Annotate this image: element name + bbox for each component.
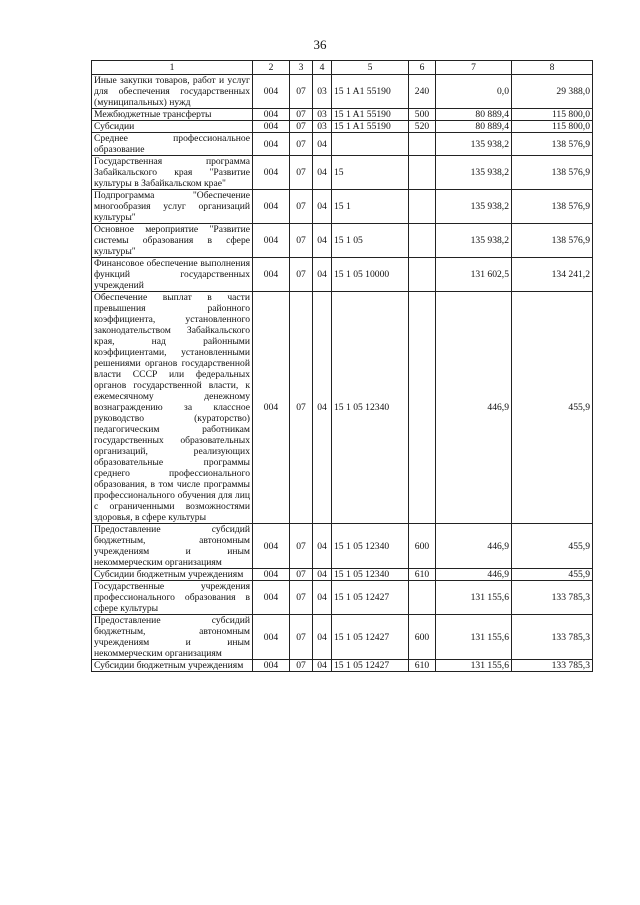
table-row	[92, 190, 593, 224]
target-article-code: 15 1 05 12427	[332, 615, 409, 660]
amount-year-1: 135 938,2	[436, 190, 512, 224]
amount-year-2: 134 241,2	[512, 258, 593, 292]
subsection-code: 03	[313, 121, 332, 133]
column-header: 2	[253, 61, 290, 75]
expense-type-code: 610	[409, 660, 436, 672]
table-row	[92, 258, 593, 292]
table-row	[92, 524, 593, 569]
ministry-code: 004	[253, 121, 290, 133]
amount-year-1: 131 155,6	[436, 581, 512, 615]
amount-year-1: 135 938,2	[436, 224, 512, 258]
amount-year-1: 131 155,6	[436, 615, 512, 660]
row-name: Предоставление субсидий бюджетным, автономным учреждениям и иным некоммерческим организациям	[92, 524, 253, 569]
section-code: 07	[290, 109, 313, 121]
column-header: 5	[332, 61, 409, 75]
amount-year-1: 446,9	[436, 292, 512, 524]
subsection-code: 04	[313, 156, 332, 190]
expense-type-code	[409, 258, 436, 292]
table-row	[92, 224, 593, 258]
amount-year-1: 131 155,6	[436, 660, 512, 672]
expense-type-code: 610	[409, 569, 436, 581]
amount-year-2: 138 576,9	[512, 156, 593, 190]
subsection-code: 04	[313, 660, 332, 672]
page-number: 36	[313, 37, 327, 52]
target-article-code	[332, 133, 409, 156]
table-row	[92, 156, 593, 190]
target-article-code: 15 1 A1 55190	[332, 109, 409, 121]
row-name: Подпрограмма "Обеспечение многообразия услуг организаций культуры"	[92, 190, 253, 224]
amount-year-2: 455,9	[512, 524, 593, 569]
table-body	[92, 75, 593, 672]
ministry-code: 004	[253, 292, 290, 524]
subsection-code: 04	[313, 224, 332, 258]
amount-year-2: 133 785,3	[512, 660, 593, 672]
ministry-code: 004	[253, 156, 290, 190]
expense-type-code: 240	[409, 75, 436, 109]
subsection-code: 04	[313, 569, 332, 581]
section-code: 07	[290, 224, 313, 258]
expense-type-code	[409, 133, 436, 156]
section-code: 07	[290, 581, 313, 615]
amount-year-1: 135 938,2	[436, 133, 512, 156]
section-code: 07	[290, 292, 313, 524]
row-name: Финансовое обеспечение выполнения функций государственных учреждений	[92, 258, 253, 292]
column-header: 1	[92, 61, 253, 75]
ministry-code: 004	[253, 569, 290, 581]
row-name: Предоставление субсидий бюджетным, автономным учреждениям и иным некоммерческим организациям	[92, 615, 253, 660]
section-code: 07	[290, 75, 313, 109]
target-article-code: 15 1 05 12340	[332, 569, 409, 581]
amount-year-2: 133 785,3	[512, 581, 593, 615]
target-article-code: 15	[332, 156, 409, 190]
target-article-code: 15 1 05 12427	[332, 581, 409, 615]
table-header-row	[92, 61, 593, 75]
target-article-code: 15 1 05 10000	[332, 258, 409, 292]
table-row	[92, 615, 593, 660]
table-row	[92, 133, 593, 156]
ministry-code: 004	[253, 524, 290, 569]
target-article-code: 15 1 A1 55190	[332, 75, 409, 109]
budget-table	[91, 60, 593, 672]
amount-year-1: 131 602,5	[436, 258, 512, 292]
expense-type-code	[409, 156, 436, 190]
subsection-code: 04	[313, 581, 332, 615]
expense-type-code: 500	[409, 109, 436, 121]
section-code: 07	[290, 569, 313, 581]
amount-year-2: 29 388,0	[512, 75, 593, 109]
row-name: Иные закупки товаров, работ и услуг для обеспечения государственных (муниципальных) нужд	[92, 75, 253, 109]
row-name: Субсидии	[92, 121, 253, 133]
section-code: 07	[290, 524, 313, 569]
expense-type-code: 520	[409, 121, 436, 133]
table-row	[92, 121, 593, 133]
amount-year-2: 455,9	[512, 292, 593, 524]
section-code: 07	[290, 615, 313, 660]
row-name: Обеспечение выплат в части превышения районного коэффициента, установленного законодательством Забайкальского края, над районными коэффициентами, установленными решениями органов государственной власти СССР или федеральных органов государственной власти, к ежемесячному денежному вознаграждению за классное руководство (кураторство) педагогическим работникам государственных образовательных организаций, реализующих образовательные программы среднего профессионального образования, в том числе программы профессионального обучения для лиц с ограниченными возможностями здоровья, в сфере культуры	[92, 292, 253, 524]
expense-type-code	[409, 224, 436, 258]
section-code: 07	[290, 190, 313, 224]
amount-year-1: 446,9	[436, 524, 512, 569]
row-name: Основное мероприятие "Развитие системы образования в сфере культуры"	[92, 224, 253, 258]
amount-year-2: 133 785,3	[512, 615, 593, 660]
ministry-code: 004	[253, 224, 290, 258]
section-code: 07	[290, 156, 313, 190]
subsection-code: 04	[313, 133, 332, 156]
amount-year-2: 138 576,9	[512, 190, 593, 224]
amount-year-1: 80 889,4	[436, 109, 512, 121]
column-header: 4	[313, 61, 332, 75]
ministry-code: 004	[253, 109, 290, 121]
subsection-code: 04	[313, 258, 332, 292]
ministry-code: 004	[253, 133, 290, 156]
amount-year-2: 138 576,9	[512, 224, 593, 258]
amount-year-2: 115 800,0	[512, 109, 593, 121]
section-code: 07	[290, 258, 313, 292]
target-article-code: 15 1 A1 55190	[332, 121, 409, 133]
target-article-code: 15 1 05 12427	[332, 660, 409, 672]
subsection-code: 03	[313, 75, 332, 109]
expense-type-code	[409, 292, 436, 524]
subsection-code: 04	[313, 615, 332, 660]
ministry-code: 004	[253, 190, 290, 224]
amount-year-1: 80 889,4	[436, 121, 512, 133]
ministry-code: 004	[253, 660, 290, 672]
expense-type-code: 600	[409, 524, 436, 569]
ministry-code: 004	[253, 75, 290, 109]
target-article-code: 15 1 05	[332, 224, 409, 258]
amount-year-1: 135 938,2	[436, 156, 512, 190]
column-header: 8	[512, 61, 593, 75]
subsection-code: 04	[313, 524, 332, 569]
ministry-code: 004	[253, 581, 290, 615]
row-name: Субсидии бюджетным учреждениям	[92, 660, 253, 672]
amount-year-2: 455,9	[512, 569, 593, 581]
column-header: 3	[290, 61, 313, 75]
ministry-code: 004	[253, 258, 290, 292]
row-name: Среднее профессиональное образование	[92, 133, 253, 156]
subsection-code: 04	[313, 190, 332, 224]
amount-year-2: 115 800,0	[512, 121, 593, 133]
target-article-code: 15 1 05 12340	[332, 524, 409, 569]
row-name: Межбюджетные трансферты	[92, 109, 253, 121]
expense-type-code: 600	[409, 615, 436, 660]
amount-year-1: 0,0	[436, 75, 512, 109]
table-row	[92, 660, 593, 672]
section-code: 07	[290, 133, 313, 156]
table-row	[92, 109, 593, 121]
ministry-code: 004	[253, 615, 290, 660]
column-header: 7	[436, 61, 512, 75]
table-row	[92, 569, 593, 581]
row-name: Субсидии бюджетным учреждениям	[92, 569, 253, 581]
table-row	[92, 581, 593, 615]
subsection-code: 03	[313, 109, 332, 121]
row-name: Государственные учреждения профессионального образования в сфере культуры	[92, 581, 253, 615]
target-article-code: 15 1	[332, 190, 409, 224]
section-code: 07	[290, 660, 313, 672]
target-article-code: 15 1 05 12340	[332, 292, 409, 524]
amount-year-2: 138 576,9	[512, 133, 593, 156]
amount-year-1: 446,9	[436, 569, 512, 581]
table-row	[92, 75, 593, 109]
table-row	[92, 292, 593, 524]
column-header: 6	[409, 61, 436, 75]
expense-type-code	[409, 190, 436, 224]
expense-type-code	[409, 581, 436, 615]
section-code: 07	[290, 121, 313, 133]
row-name: Государственная программа Забайкальского края "Развитие культуры в Забайкальском крае"	[92, 156, 253, 190]
subsection-code: 04	[313, 292, 332, 524]
